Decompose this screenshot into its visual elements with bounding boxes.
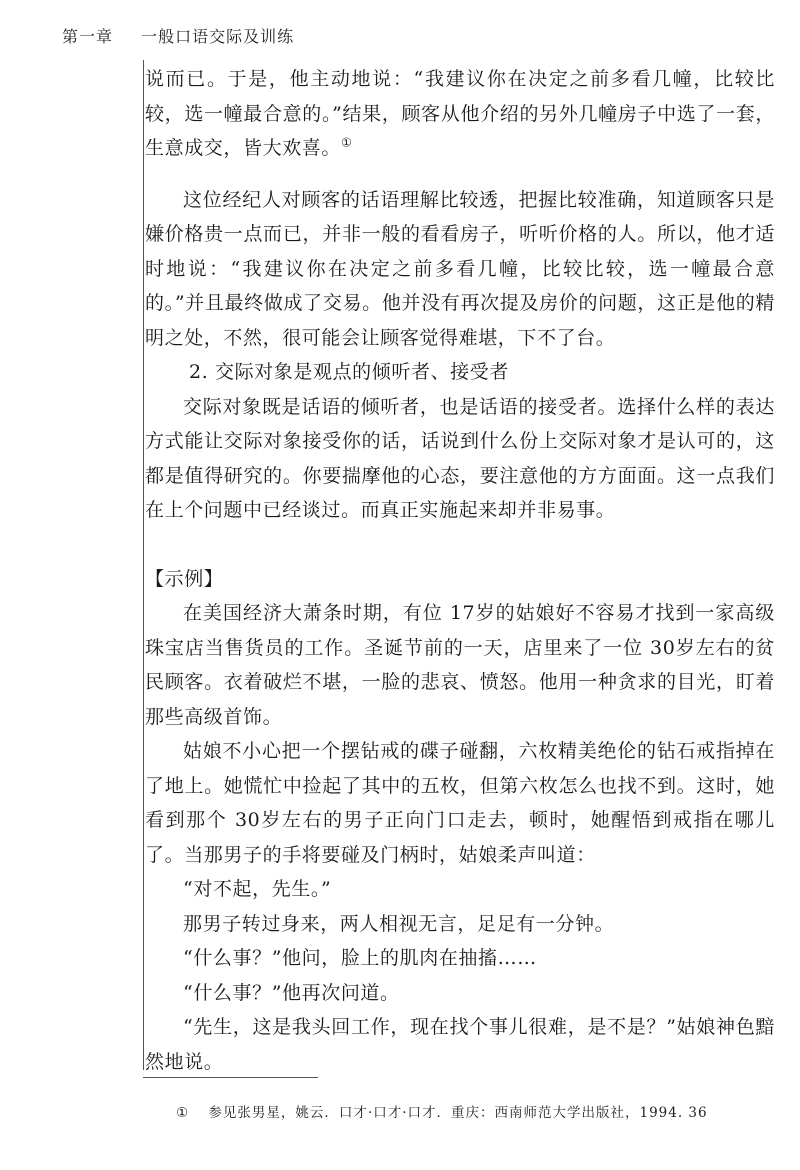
footnote-reference[interactable]: ① (341, 135, 353, 150)
footnote-mark: ① (176, 1105, 190, 1121)
paragraph-explanation: 交际对象既是话语的倾听者，也是话语的接受者。选择什么样的表达方式能让交际对象接受你的话，话说到什么份上交际对象才是认可的，这都是值得研究的。你要揣摩他的心态，要注意他的方方面面。这一点我们在上个问题中已经谈过。而真正实施起来却并非易事。 (145, 395, 775, 521)
paragraph-analysis: 这位经纪人对顾客的话语理解比较透，把握比较准确，知道顾客只是嫌价格贵一点而已，并非一般的看看房子，听听价格的人。所以，他才适时地说：“我建议你在决定之前多看几幢，比较比较，选一幢最合意的。”并且最终做成了交易。他并没有再次提及房价的问题，这正是他的精明之处，不然，很可能会让顾客觉得难堪，下不了台。 (145, 188, 775, 349)
footnote-text: 参见张男星，姚云．口才·口才·口才．重庆：西南师范大学出版社，1994. 36 (208, 1105, 708, 1121)
section-heading: 2. 交际对象是观点的倾听者、接受者 (189, 361, 509, 383)
dialogue-line: “什么事？”他问，脸上的肌肉在抽搐…… (183, 947, 537, 969)
dialogue-line: “先生，这是我头回工作，现在找个事儿很难，是不是？”姑娘神色黯然地说。 (145, 1016, 775, 1073)
dialogue-line: “什么事？”他再次问道。 (183, 981, 400, 1004)
footnote (176, 1101, 708, 1121)
paragraph-continued: 说而已。于是，他主动地说：“我建议你在决定之前多看几幢，比较比较，选一幢最合意的。”结果，顾客从他介绍的另外几幢房子中选了一套，生意成交，皆大欢喜。① (145, 68, 775, 159)
running-header (62, 24, 294, 47)
paragraph-story-3: 那男子转过身来，两人相视无言，足足有一分钟。 (183, 912, 615, 935)
chapter-title: 一般口语交际及训练 (141, 27, 295, 46)
chapter-label: 第一章 (62, 27, 114, 46)
margin-rule (143, 60, 144, 1070)
example-label: 【示例】 (145, 567, 224, 590)
footnote-rule (143, 1077, 318, 1078)
body-text (145, 62, 775, 1079)
paragraph-story-2: 姑娘不小心把一个摆钻戒的碟子碰翻，六枚精美绝伦的钻石戒指掉在了地上。她慌忙中捡起了其中的五枚，但第六枚怎么也找不到。这时，她看到那个 30岁左右的男子正向门口走去，顿时，她醒悟到戒指在哪儿了。当那男子的手将要碰及门柄时，姑娘柔声叫道： (145, 740, 775, 866)
dialogue-line: “对不起，先生。” (183, 878, 332, 900)
paragraph-story-1: 在美国经济大萧条时期，有位 17岁的姑娘好不容易才找到一家高级珠宝店当售货员的工作。圣诞节前的一天，店里来了一位 30岁左右的贫民顾客。衣着破烂不堪，一脸的悲哀、愤怒。他用一种贪求的目光，盯着那些高级首饰。 (145, 602, 775, 728)
